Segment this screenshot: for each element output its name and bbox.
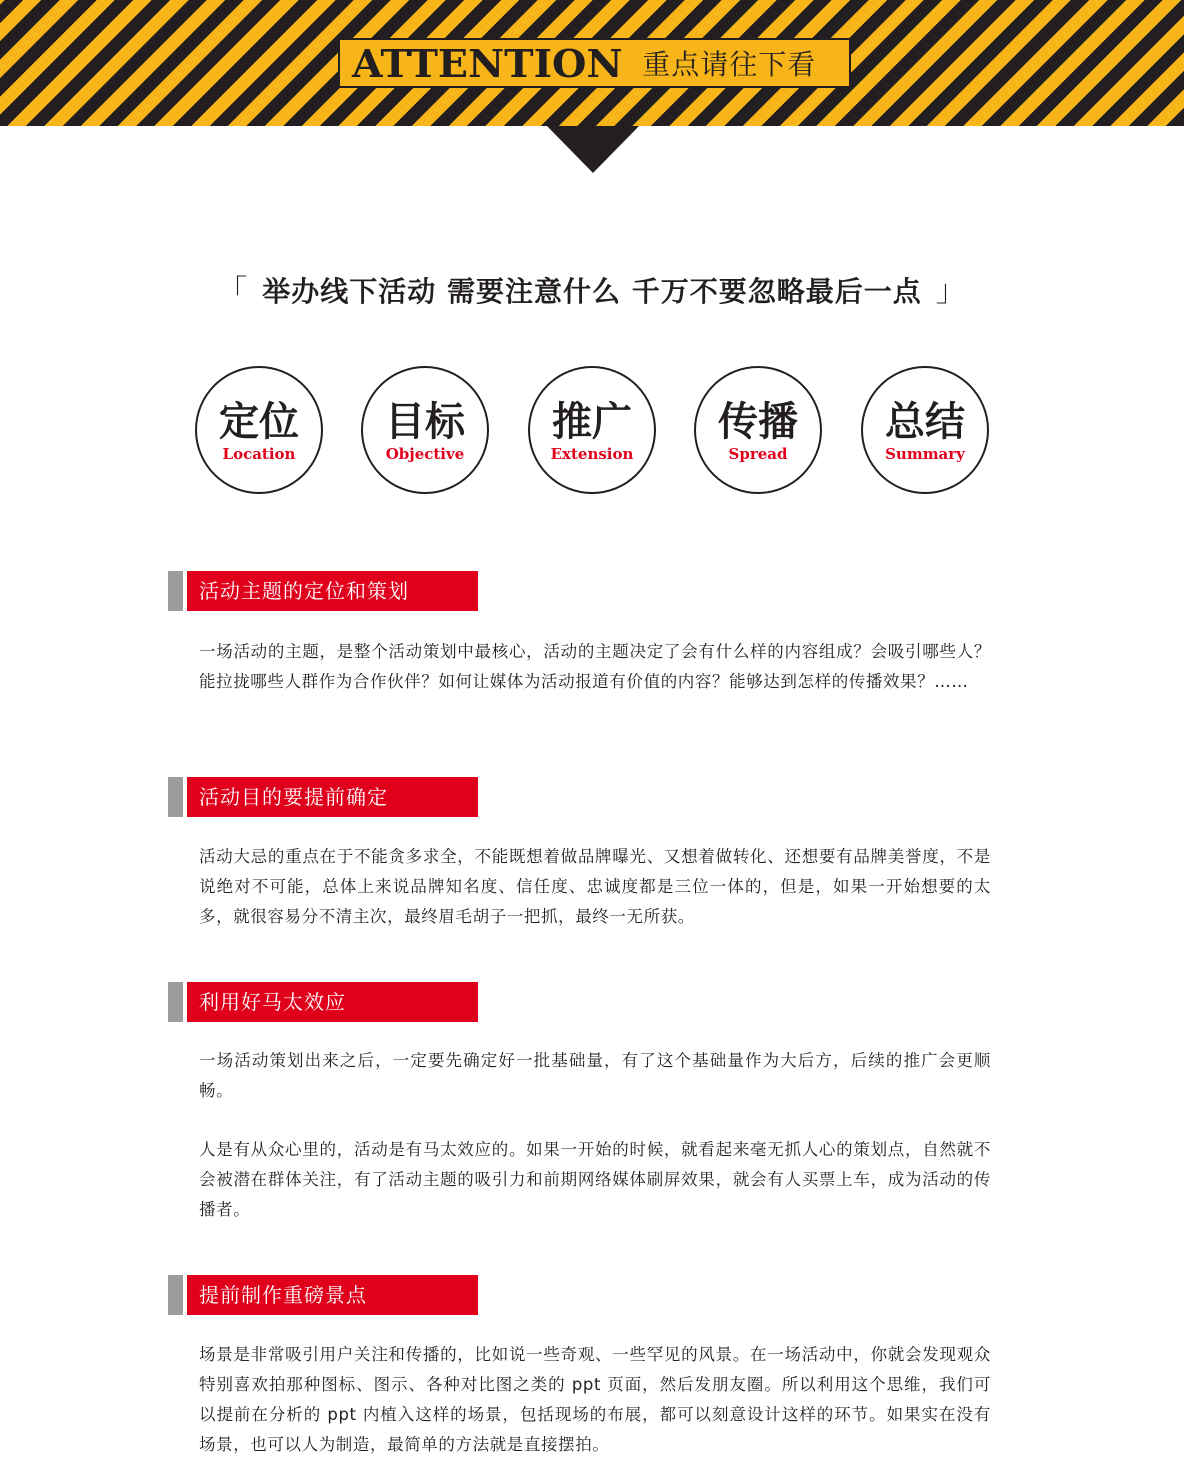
- section-paragraph: 一场活动策划出来之后，一定要先确定好一批基础量，有了这个基础量作为大后方，后续的推广会更顺畅。: [199, 1051, 991, 1100]
- section-paragraph: 一场活动的主题，是整个活动策划中最核心，活动的主题决定了会有什么样的内容组成？会吸引哪些人？能拉拢哪些人群作为合作伙伴？如何让媒体为活动报道有价值的内容？能够达到怎样的传播效果？……: [199, 642, 991, 691]
- section-paragraph: 人是有从众心里的，活动是有马太效应的。如果一开始的时候，就看起来毫无抓人心的策划点，自然就不会被潜在群体关注，有了活动主题的吸引力和前期网络媒体刷屏效果，就会有人买票上车，成为活动的传播者。: [199, 1140, 991, 1219]
- headline-text: 举办线下活动 需要注意什么 千万不要忽略最后一点: [262, 275, 922, 308]
- step-en: Summary: [885, 445, 965, 463]
- open-bracket: 「: [217, 274, 249, 309]
- step-circle-objective: [361, 366, 489, 494]
- step-en: Spread: [728, 445, 788, 463]
- section-title: 利用好马太效应: [187, 982, 478, 1022]
- step-cn: 定位: [219, 399, 299, 445]
- section-heading-objective: [168, 777, 480, 817]
- section-title: 提前制作重磅景点: [187, 1275, 478, 1315]
- section-marker: [168, 982, 183, 1022]
- section-paragraph: 场景是非常吸引用户关注和传播的，比如说一些奇观、一些罕见的风景。在一场活动中，你就会发现观众特别喜欢拍那种图标、图示、各种对比图之类的 ppt 页面，然后发朋友圈。所以利用这个思维，我们可以提前在分析的 ppt 内植入这样的场景，包括现场的布展，都可以刻意设计这样的环节。如果实在没有场景，也可以人为制造，最简单的方法就是直接摆拍。: [199, 1345, 991, 1454]
- page-headline: [0, 266, 1184, 310]
- step-circle-summary: [861, 366, 989, 494]
- section-marker: [168, 777, 183, 817]
- step-en: Objective: [385, 445, 465, 463]
- close-bracket: 」: [935, 274, 967, 309]
- attention-word: ATTENTION: [352, 40, 623, 86]
- step-circle-location: [195, 366, 323, 494]
- step-en: Extension: [550, 445, 634, 463]
- section-marker: [168, 571, 183, 611]
- section-marker: [168, 1275, 183, 1315]
- attention-subtitle: 重点请往下看: [642, 48, 817, 81]
- section-title: 活动目的要提前确定: [187, 777, 478, 817]
- step-en: Location: [222, 445, 296, 463]
- step-circles: [0, 366, 1184, 496]
- step-circle-spread: [694, 366, 822, 494]
- section-title: 活动主题的定位和策划: [187, 571, 478, 611]
- attention-banner: [0, 0, 1184, 126]
- section-paragraph: 活动大忌的重点在于不能贪多求全，不能既想着做品牌曝光、又想着做转化、还想要有品牌美誉度，不是说绝对不可能，总体上来说品牌知名度、信任度、忠诚度都是三位一体的，但是，如果一开始想要的太多，就很容易分不清主次，最终眉毛胡子一把抓，最终一无所获。: [199, 847, 991, 926]
- step-cn: 传播: [718, 399, 798, 445]
- down-triangle-icon: [547, 126, 639, 173]
- step-cn: 推广: [552, 399, 632, 445]
- section-heading-positioning: [168, 571, 480, 611]
- step-cn: 总结: [885, 399, 965, 445]
- section-heading-scenes: [168, 1275, 480, 1315]
- section-heading-matthew-effect: [168, 982, 480, 1022]
- step-cn: 目标: [385, 399, 465, 445]
- step-circle-extension: [528, 366, 656, 494]
- attention-label: [338, 38, 851, 88]
